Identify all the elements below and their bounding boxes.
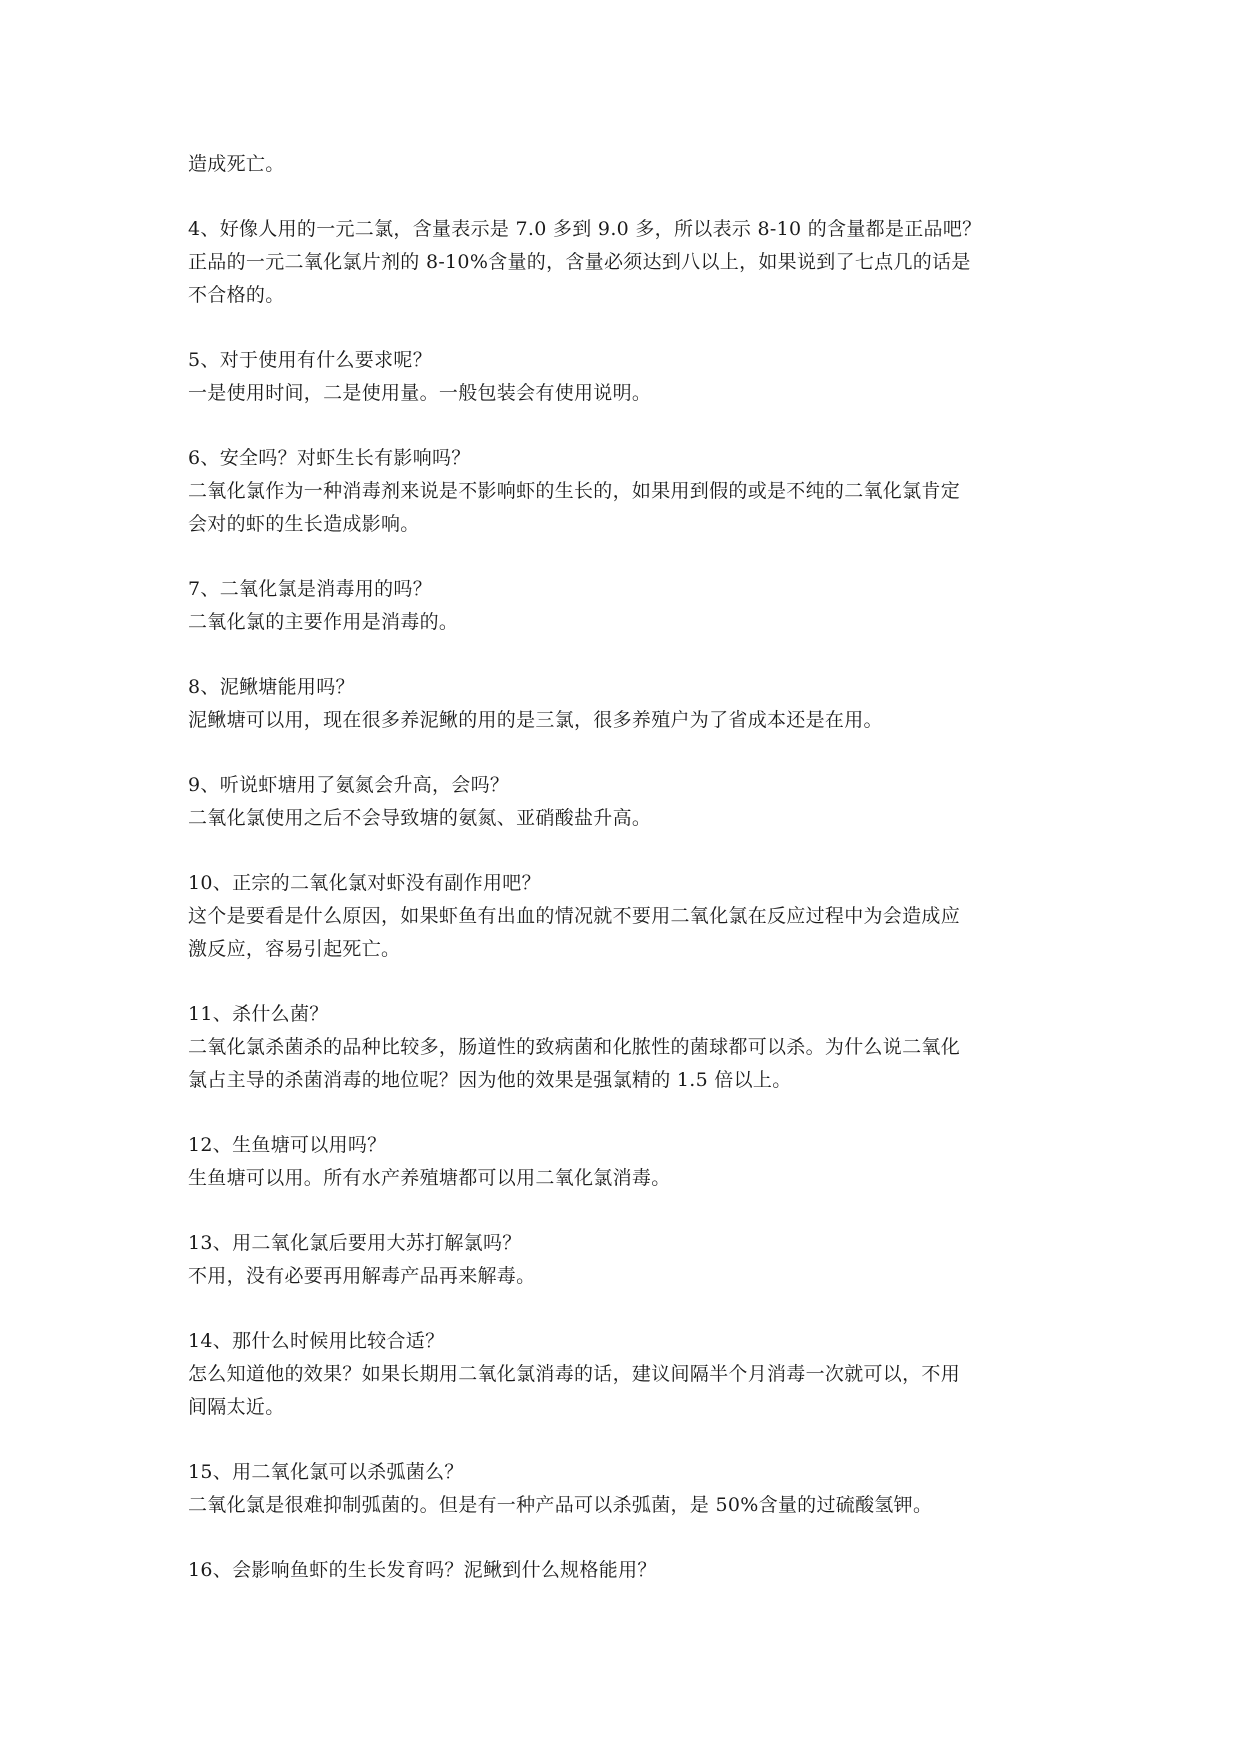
- question: 4、好像人用的一元二氯，含量表示是 7.0 多到 9.0 多，所以表示 8-10 的含量都是正品吧？: [188, 218, 982, 240]
- qa-item-10: [188, 867, 1068, 966]
- qa-item-8: [188, 671, 1068, 737]
- answer-line: 一是使用时间，二是使用量。一般包装会有使用说明。: [188, 382, 652, 404]
- answer-line: 这个是要看是什么原因，如果虾鱼有出血的情况就不要用二氧化氯在反应过程中为会造成应: [188, 905, 961, 927]
- text-line: 造成死亡。: [188, 153, 285, 175]
- answer-line: 生鱼塘可以用。所有水产养殖塘都可以用二氧化氯消毒。: [188, 1167, 671, 1189]
- answer-line: 二氧化氯的主要作用是消毒的。: [188, 611, 459, 633]
- qa-item-7: [188, 573, 1068, 639]
- qa-item-9: [188, 769, 1068, 835]
- qa-item-13: [188, 1227, 1068, 1293]
- answer-line: 间隔太近。: [188, 1396, 285, 1418]
- answer-line: 二氧化氯作为一种消毒剂来说是不影响虾的生长的，如果用到假的或是不纯的二氧化氯肯定: [188, 480, 961, 502]
- qa-item-5: [188, 344, 1068, 410]
- question: 7、二氧化氯是消毒用的吗？: [188, 578, 432, 600]
- answer-line: 激反应，容易引起死亡。: [188, 938, 401, 960]
- question: 9、听说虾塘用了氨氮会升高，会吗？: [188, 774, 510, 796]
- document-page: [188, 148, 1068, 1587]
- answer-line: 不合格的。: [188, 284, 285, 306]
- question: 16、会影响鱼虾的生长发育吗？泥鳅到什么规格能用？: [188, 1559, 657, 1581]
- answer-line: 会对的虾的生长造成影响。: [188, 513, 420, 535]
- question: 14、那什么时候用比较合适？: [188, 1330, 445, 1352]
- question: 10、正宗的二氧化氯对虾没有副作用吧？: [188, 872, 541, 894]
- answer-line: 氯占主导的杀菌消毒的地位呢？因为他的效果是强氯精的 1.5 倍以上。: [188, 1069, 792, 1091]
- qa-item-14: [188, 1325, 1068, 1424]
- qa-item-11: [188, 998, 1068, 1097]
- question: 6、安全吗？对虾生长有影响吗？: [188, 447, 471, 469]
- qa-item-16: [188, 1554, 1068, 1587]
- qa-item-4: [188, 213, 1068, 312]
- qa-item-12: [188, 1129, 1068, 1195]
- question: 12、生鱼塘可以用吗？: [188, 1134, 387, 1156]
- answer-line: 怎么知道他的效果？如果长期用二氧化氯消毒的话，建议间隔半个月消毒一次就可以，不用: [188, 1363, 961, 1385]
- answer-line: 二氧化氯使用之后不会导致塘的氨氮、亚硝酸盐升高。: [188, 807, 652, 829]
- qa-item-6: [188, 442, 1068, 541]
- answer-line: 泥鳅塘可以用，现在很多养泥鳅的用的是三氯，很多养殖户为了省成本还是在用。: [188, 709, 883, 731]
- continuation-paragraph: [188, 148, 1068, 181]
- answer-line: 二氧化氯是很难抑制弧菌的。但是有一种产品可以杀弧菌，是 50%含量的过硫酸氢钾。: [188, 1494, 933, 1516]
- question: 11、杀什么菌？: [188, 1003, 329, 1025]
- answer-line: 不用，没有必要再用解毒产品再来解毒。: [188, 1265, 536, 1287]
- question: 15、用二氧化氯可以杀弧菌么？: [188, 1461, 464, 1483]
- question: 5、对于使用有什么要求呢？: [188, 349, 432, 371]
- qa-item-15: [188, 1456, 1068, 1522]
- answer-line: 二氧化氯杀菌杀的品种比较多，肠道性的致病菌和化脓性的菌球都可以杀。为什么说二氧化: [188, 1036, 961, 1058]
- question: 13、用二氧化氯后要用大苏打解氯吗？: [188, 1232, 522, 1254]
- question: 8、泥鳅塘能用吗？: [188, 676, 355, 698]
- answer-line: 正品的一元二氧化氯片剂的 8-10%含量的，含量必须达到八以上，如果说到了七点几的话是: [188, 251, 971, 273]
